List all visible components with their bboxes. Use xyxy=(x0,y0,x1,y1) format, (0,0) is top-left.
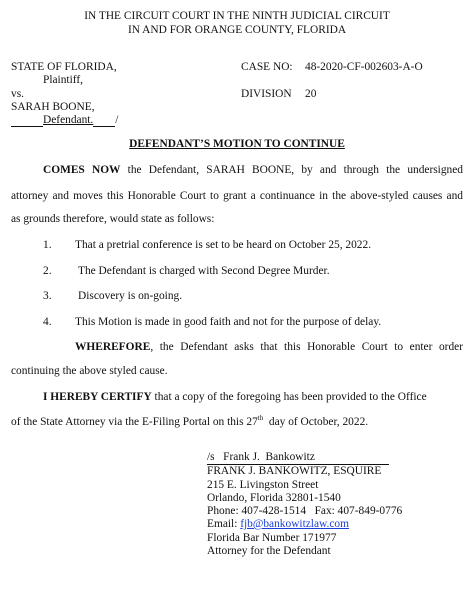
intro-line-2: attorney and moves this Honorable Court to grant a continuance in the above-styled causes and xyxy=(11,190,463,202)
electronic-signature: /s Frank J. Bankowitz xyxy=(207,451,315,463)
attorney-bar-number: Florida Bar Number 171977 xyxy=(207,532,337,544)
attorney-role: Attorney for the Defendant xyxy=(207,545,331,557)
division-label: DIVISION xyxy=(241,88,292,100)
caption-slash: / xyxy=(115,114,119,126)
intro-line-1 xyxy=(43,164,463,176)
caption-defendant-name: SARAH BOONE, xyxy=(11,101,95,113)
intro-lead: COMES NOW xyxy=(43,164,121,176)
email-link[interactable]: fjb@bankowitzlaw.com xyxy=(240,518,349,530)
court-county-line: IN AND FOR ORANGE COUNTY, FLORIDA xyxy=(127,24,347,36)
wherefore-line-1-rest: , the Defendant asks that this Honorable Court to enter order xyxy=(150,341,463,353)
case-number-label: CASE NO: xyxy=(241,61,293,73)
attorney-city: Orlando, Florida 32801-1540 xyxy=(207,492,341,504)
division-number: 20 xyxy=(305,88,317,100)
intro-line-3: as grounds therefore, would state as follows: xyxy=(11,213,215,225)
certify-lead: I HEREBY CERTIFY xyxy=(43,391,152,403)
attorney-street: 215 E. Livingston Street xyxy=(207,479,319,491)
court-name-line: IN THE CIRCUIT COURT IN THE NINTH JUDICIAL CIRCUIT xyxy=(84,10,390,22)
item-2-number: 2. xyxy=(43,265,52,277)
wherefore-line-2: continuing the above styled cause. xyxy=(11,365,168,377)
certify-line-1-rest: that a copy of the foregoing has been provided to the Office xyxy=(151,391,427,403)
attorney-email-row xyxy=(207,518,349,530)
motion-title: DEFENDANT’S MOTION TO CONTINUE xyxy=(129,138,345,150)
item-3-number: 3. xyxy=(43,290,52,302)
item-2-text: The Defendant is charged with Second Degree Murder. xyxy=(78,265,330,277)
caption-defendant-row xyxy=(11,114,118,127)
case-number: 48-2020-CF-002603-A-O xyxy=(305,61,423,73)
intro-line-1-rest: the Defendant, SARAH BOONE, by and through the undersigned xyxy=(127,164,463,176)
item-3-text: Discovery is on-going. xyxy=(78,290,183,302)
caption-plaintiff: Plaintiff, xyxy=(43,74,83,86)
certify-superscript: th xyxy=(257,414,264,423)
certify-line-1 xyxy=(43,391,427,403)
wherefore-lead: WHEREFORE xyxy=(75,341,151,353)
item-4-number: 4. xyxy=(43,316,52,328)
item-1-text: That a pretrial conference is set to be heard on October 25, 2022. xyxy=(75,239,372,251)
item-4-text: This Motion is made in good faith and not for the purpose of delay. xyxy=(75,316,382,328)
attorney-name: FRANK J. BANKOWITZ, ESQUIRE xyxy=(207,465,382,477)
caption-defendant-label: Defendant. xyxy=(43,114,94,126)
email-label: Email: xyxy=(207,518,241,530)
caption-vs: vs. xyxy=(11,88,24,100)
wherefore-line-1 xyxy=(75,341,463,353)
item-1-number: 1. xyxy=(43,239,52,251)
caption-state: STATE OF FLORIDA, xyxy=(11,61,117,73)
attorney-phone: Phone: 407-428-1514 Fax: 407-849-0776 xyxy=(207,505,403,517)
certify-line-2: of the State Attorney via the E-Filing Portal on this 27th day of October, 2022. xyxy=(11,414,369,428)
